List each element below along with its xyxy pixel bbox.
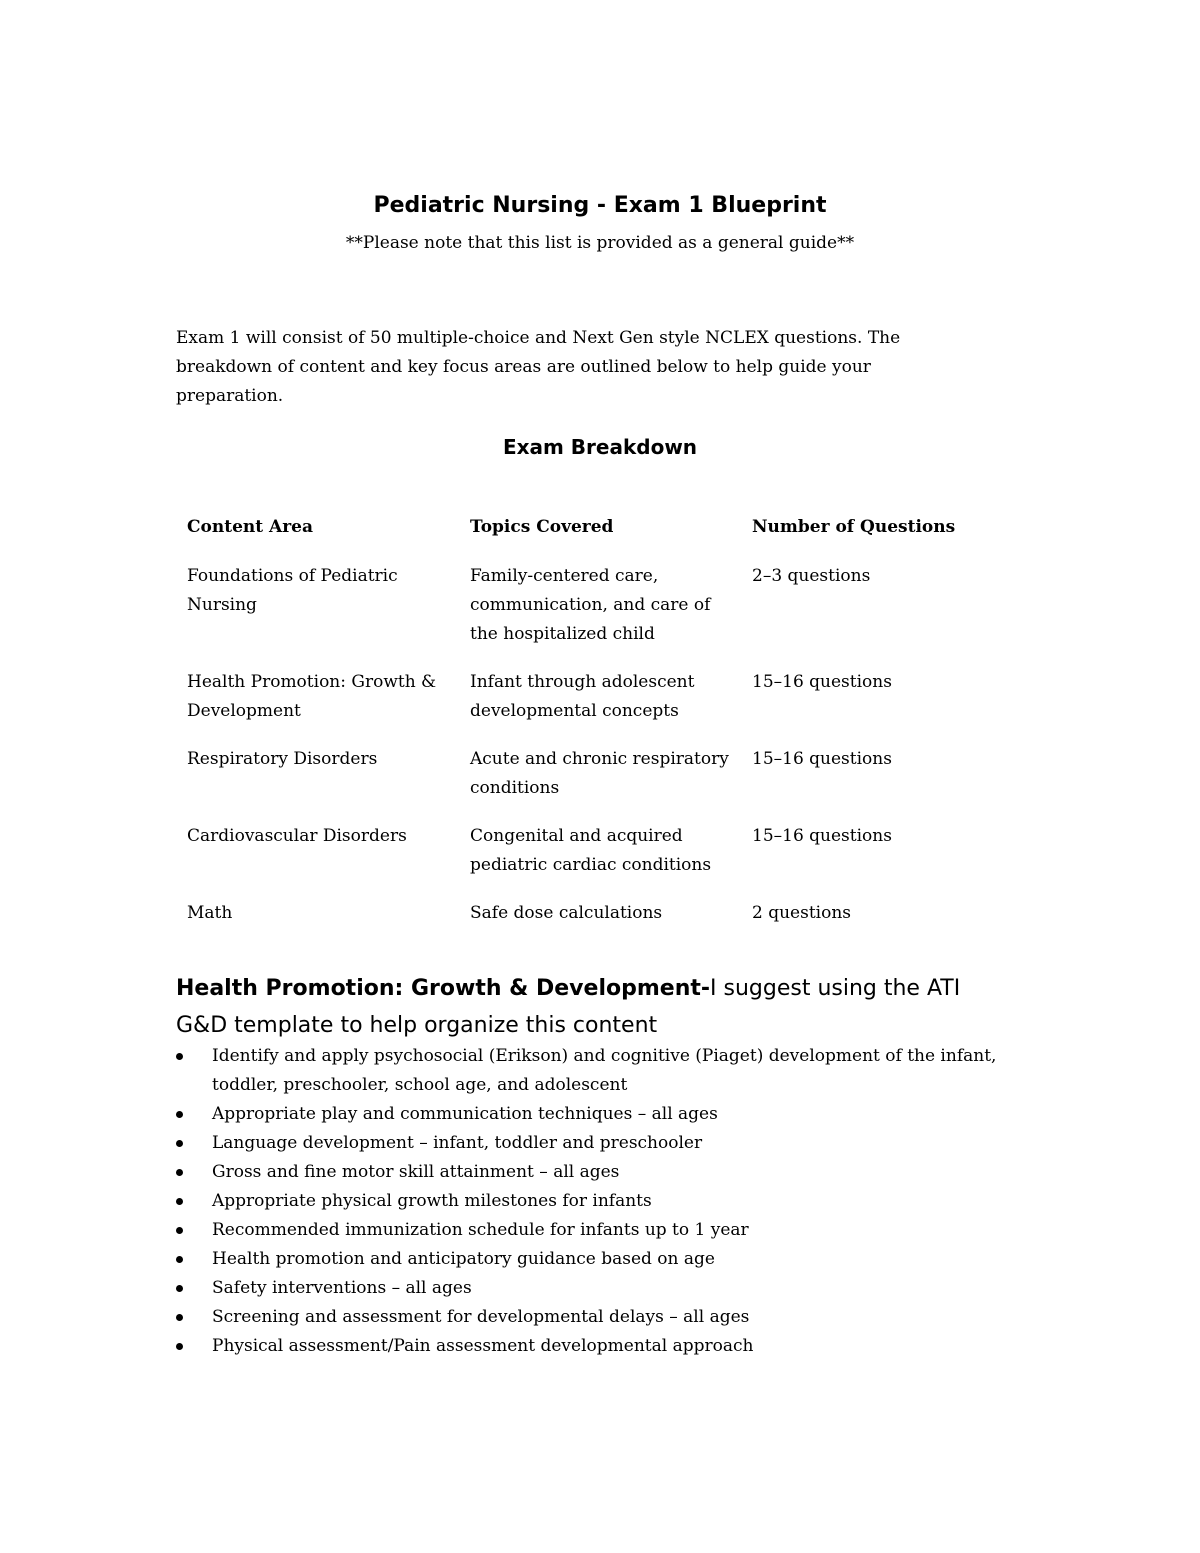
bullet-icon (176, 1227, 183, 1234)
content-area-cell: Health Promotion: Growth & Development (187, 672, 437, 721)
list-item-text: Appropriate play and communication techniques – all ages (212, 1104, 718, 1124)
list-item (176, 1158, 1006, 1187)
topics-covered-cell: Family-centered care, communication, and care of the hospitalized child (470, 566, 711, 644)
bullet-icon (176, 1169, 183, 1176)
table-row (187, 562, 1007, 649)
growth-development-heading-note: I suggest using the ATI G&D template to help organize this content (176, 976, 961, 1038)
document-subtitle: **Please note that this list is provided as a general guide** (345, 233, 855, 253)
table-row (187, 899, 1007, 928)
topics-covered-cell: Infant through adolescent developmental concepts (470, 672, 695, 721)
number-of-questions-cell: 15–16 questions (752, 826, 892, 846)
list-item-text: Health promotion and anticipatory guidance based on age (212, 1249, 715, 1269)
bullet-icon (176, 1314, 183, 1321)
bullet-icon (176, 1343, 183, 1350)
list-item (176, 1303, 1006, 1332)
header-topics-covered: Topics Covered (470, 517, 614, 537)
list-item-text: Recommended immunization schedule for infants up to 1 year (212, 1220, 749, 1240)
list-item (176, 1042, 1006, 1100)
header-number-of-questions: Number of Questions (752, 517, 956, 537)
table-row (187, 668, 1007, 726)
list-item-text: Gross and fine motor skill attainment – all ages (212, 1162, 620, 1182)
table-row (187, 745, 1007, 803)
topics-covered-cell: Acute and chronic respiratory conditions (470, 749, 729, 798)
list-item-text: Safety interventions – all ages (212, 1278, 472, 1298)
growth-development-heading (176, 970, 996, 1044)
list-item-text: Identify and apply psychosocial (Erikson) and cognitive (Piaget) development of the infant, toddler, preschooler, school age, and adolescent (212, 1046, 997, 1095)
header-content-area: Content Area (187, 517, 314, 537)
content-area-cell: Math (187, 903, 233, 923)
list-item (176, 1129, 1006, 1158)
content-area-cell: Respiratory Disorders (187, 749, 378, 769)
topics-covered-cell: Safe dose calculations (470, 903, 663, 923)
document-title: Pediatric Nursing - Exam 1 Blueprint (373, 193, 827, 218)
bullet-icon (176, 1140, 183, 1147)
growth-development-list (176, 1042, 1006, 1361)
exam-breakdown-table (187, 513, 1007, 947)
number-of-questions-cell: 2–3 questions (752, 566, 871, 586)
table-row (187, 822, 1007, 880)
topics-covered-cell: Congenital and acquired pediatric cardiac conditions (470, 826, 712, 875)
bullet-icon (176, 1256, 183, 1263)
bullet-icon (176, 1111, 183, 1118)
list-item-text: Language development – infant, toddler and preschooler (212, 1133, 703, 1153)
number-of-questions-cell: 15–16 questions (752, 749, 892, 769)
bullet-icon (176, 1053, 183, 1060)
list-item-text: Screening and assessment for developmental delays – all ages (212, 1307, 750, 1327)
number-of-questions-cell: 2 questions (752, 903, 852, 923)
growth-development-heading-bold: Health Promotion: Growth & Development- (176, 976, 711, 1001)
list-item (176, 1100, 1006, 1129)
bullet-icon (176, 1285, 183, 1292)
bullet-icon (176, 1198, 183, 1205)
table-header-row (187, 513, 1007, 542)
list-item (176, 1274, 1006, 1303)
list-item-text: Appropriate physical growth milestones for infants (212, 1191, 652, 1211)
intro-paragraph: Exam 1 will consist of 50 multiple-choice and Next Gen style NCLEX questions. The breakdown of content and key focus areas are outlined below to help guide your preparation. (176, 328, 901, 406)
list-item-text: Physical assessment/Pain assessment developmental approach (212, 1336, 754, 1356)
content-area-cell: Cardiovascular Disorders (187, 826, 407, 846)
content-area-cell: Foundations of Pediatric Nursing (187, 566, 398, 615)
number-of-questions-cell: 15–16 questions (752, 672, 892, 692)
list-item (176, 1187, 1006, 1216)
list-item (176, 1332, 1006, 1361)
list-item (176, 1216, 1006, 1245)
list-item (176, 1245, 1006, 1274)
exam-breakdown-heading: Exam Breakdown (502, 435, 698, 459)
